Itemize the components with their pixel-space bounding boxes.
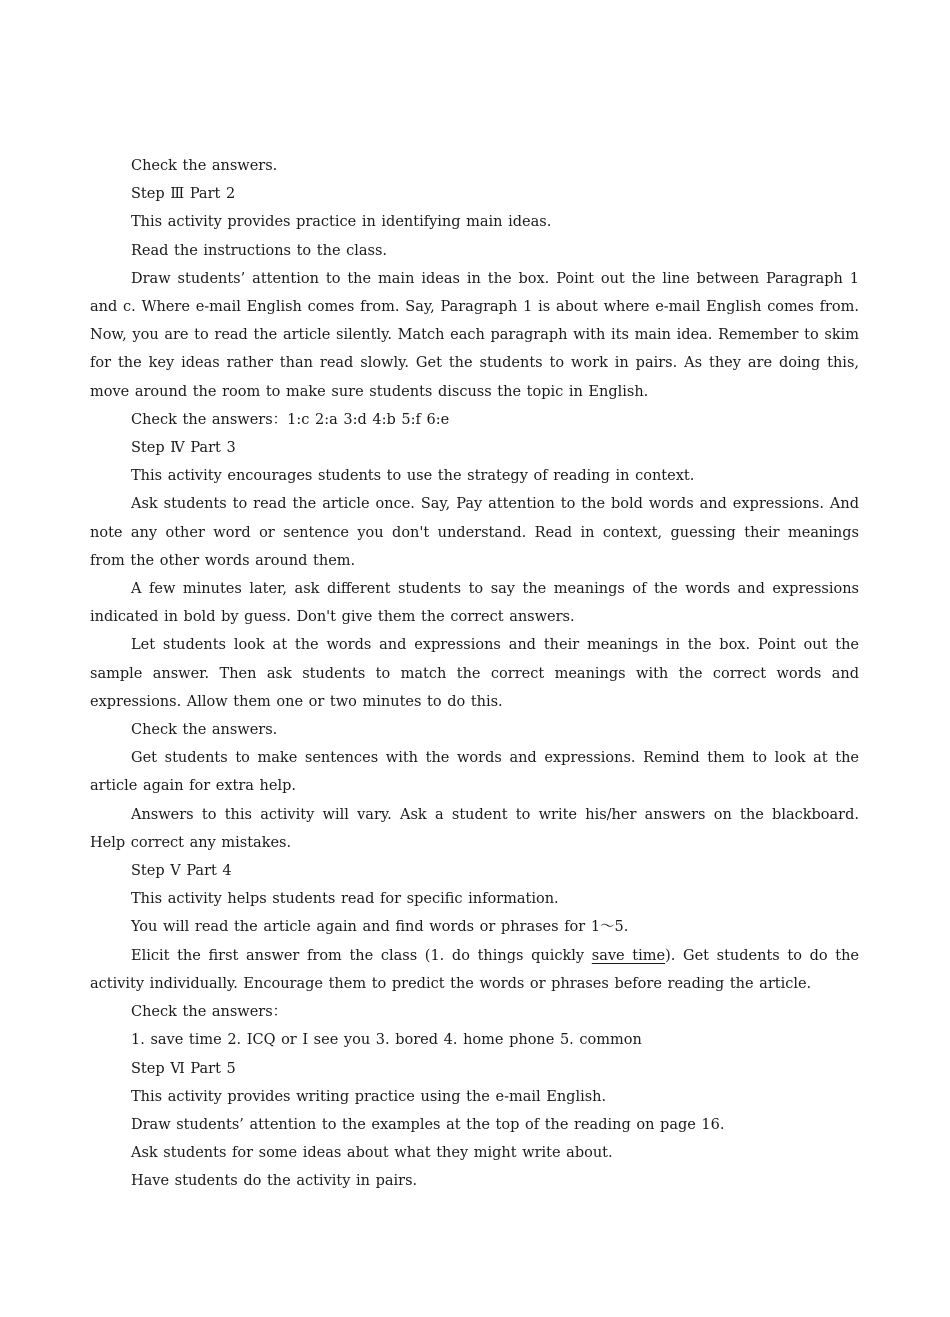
text-span: Elicit the first answer from the class (1. do things quickly	[131, 947, 592, 964]
paragraph: Let students look at the words and expressions and their meanings in the box. Point out the sample answer. Then ask students to match the correct meanings with the correct words and expressions. Allow them one or two minutes to do this.	[90, 637, 859, 710]
paragraph	[90, 942, 859, 998]
paragraph: Check the answers.	[131, 158, 278, 174]
paragraph: Answers to this activity will vary. Ask a student to write his/her answers on the blackboard. Help correct any mistakes.	[90, 806, 859, 851]
paragraph: Ask students for some ideas about what they might write about.	[131, 1145, 613, 1162]
paragraph: This activity encourages students to use the strategy of reading in context.	[131, 468, 695, 485]
paragraph: A few minutes later, ask different students to say the meanings of the words and expressions indicated in bold by guess. Don't give them the correct answers.	[90, 581, 859, 626]
document-page	[90, 152, 859, 1196]
step-heading: Step Ⅳ Part 3	[131, 440, 236, 457]
text-span: ). Get students to do the activity individually. Encourage them to predict the words or phrases before reading the article.	[90, 947, 859, 992]
step-heading: Step Ⅲ Part 2	[131, 186, 236, 203]
paragraph: This activity provides writing practice using the e-mail English.	[131, 1088, 607, 1105]
underlined-answer: save time	[591, 947, 666, 964]
paragraph: Have students do the activity in pairs.	[131, 1173, 418, 1190]
answer-key: Check the answers：1:c 2:a 3:d 4:b 5:f 6:e	[131, 411, 450, 428]
paragraph: Ask students to read the article once. Say, Pay attention to the bold words and expressions. And note any other word or sentence you don't understand. Read in context, guessing their meanings from the other words around them.	[90, 496, 859, 569]
paragraph: You will read the article again and find words or phrases for 1～5.	[131, 919, 629, 936]
paragraph: This activity helps students read for specific information.	[131, 891, 559, 908]
step-heading: Step Ⅴ Part 4	[131, 863, 232, 880]
paragraph: Draw students’ attention to the examples at the top of the reading on page 16.	[131, 1116, 725, 1133]
paragraph: Read the instructions to the class.	[131, 242, 388, 259]
answer-key: 1. save time 2. ICQ or I see you 3. bored 4. home phone 5. common	[131, 1032, 642, 1049]
paragraph: This activity provides practice in identifying main ideas.	[131, 214, 552, 231]
step-heading: Step Ⅵ Part 5	[131, 1060, 236, 1077]
paragraph: Get students to make sentences with the words and expressions. Remind them to look at the article again for extra help.	[90, 750, 859, 795]
paragraph: Check the answers：	[131, 1004, 288, 1021]
paragraph: Check the answers.	[131, 722, 278, 739]
paragraph: Draw students’ attention to the main ideas in the box. Point out the line between Paragraph 1 and c. Where e-mail English comes from. Say, Paragraph 1 is about where e-mail English comes from. Now, you are to read the article silently. Match each paragraph with its main idea. Remember to skim for the key ideas rather than read slowly. Get the students to work in pairs. As they are doing this, move around the room to make sure students discuss the topic in English.	[90, 270, 859, 400]
